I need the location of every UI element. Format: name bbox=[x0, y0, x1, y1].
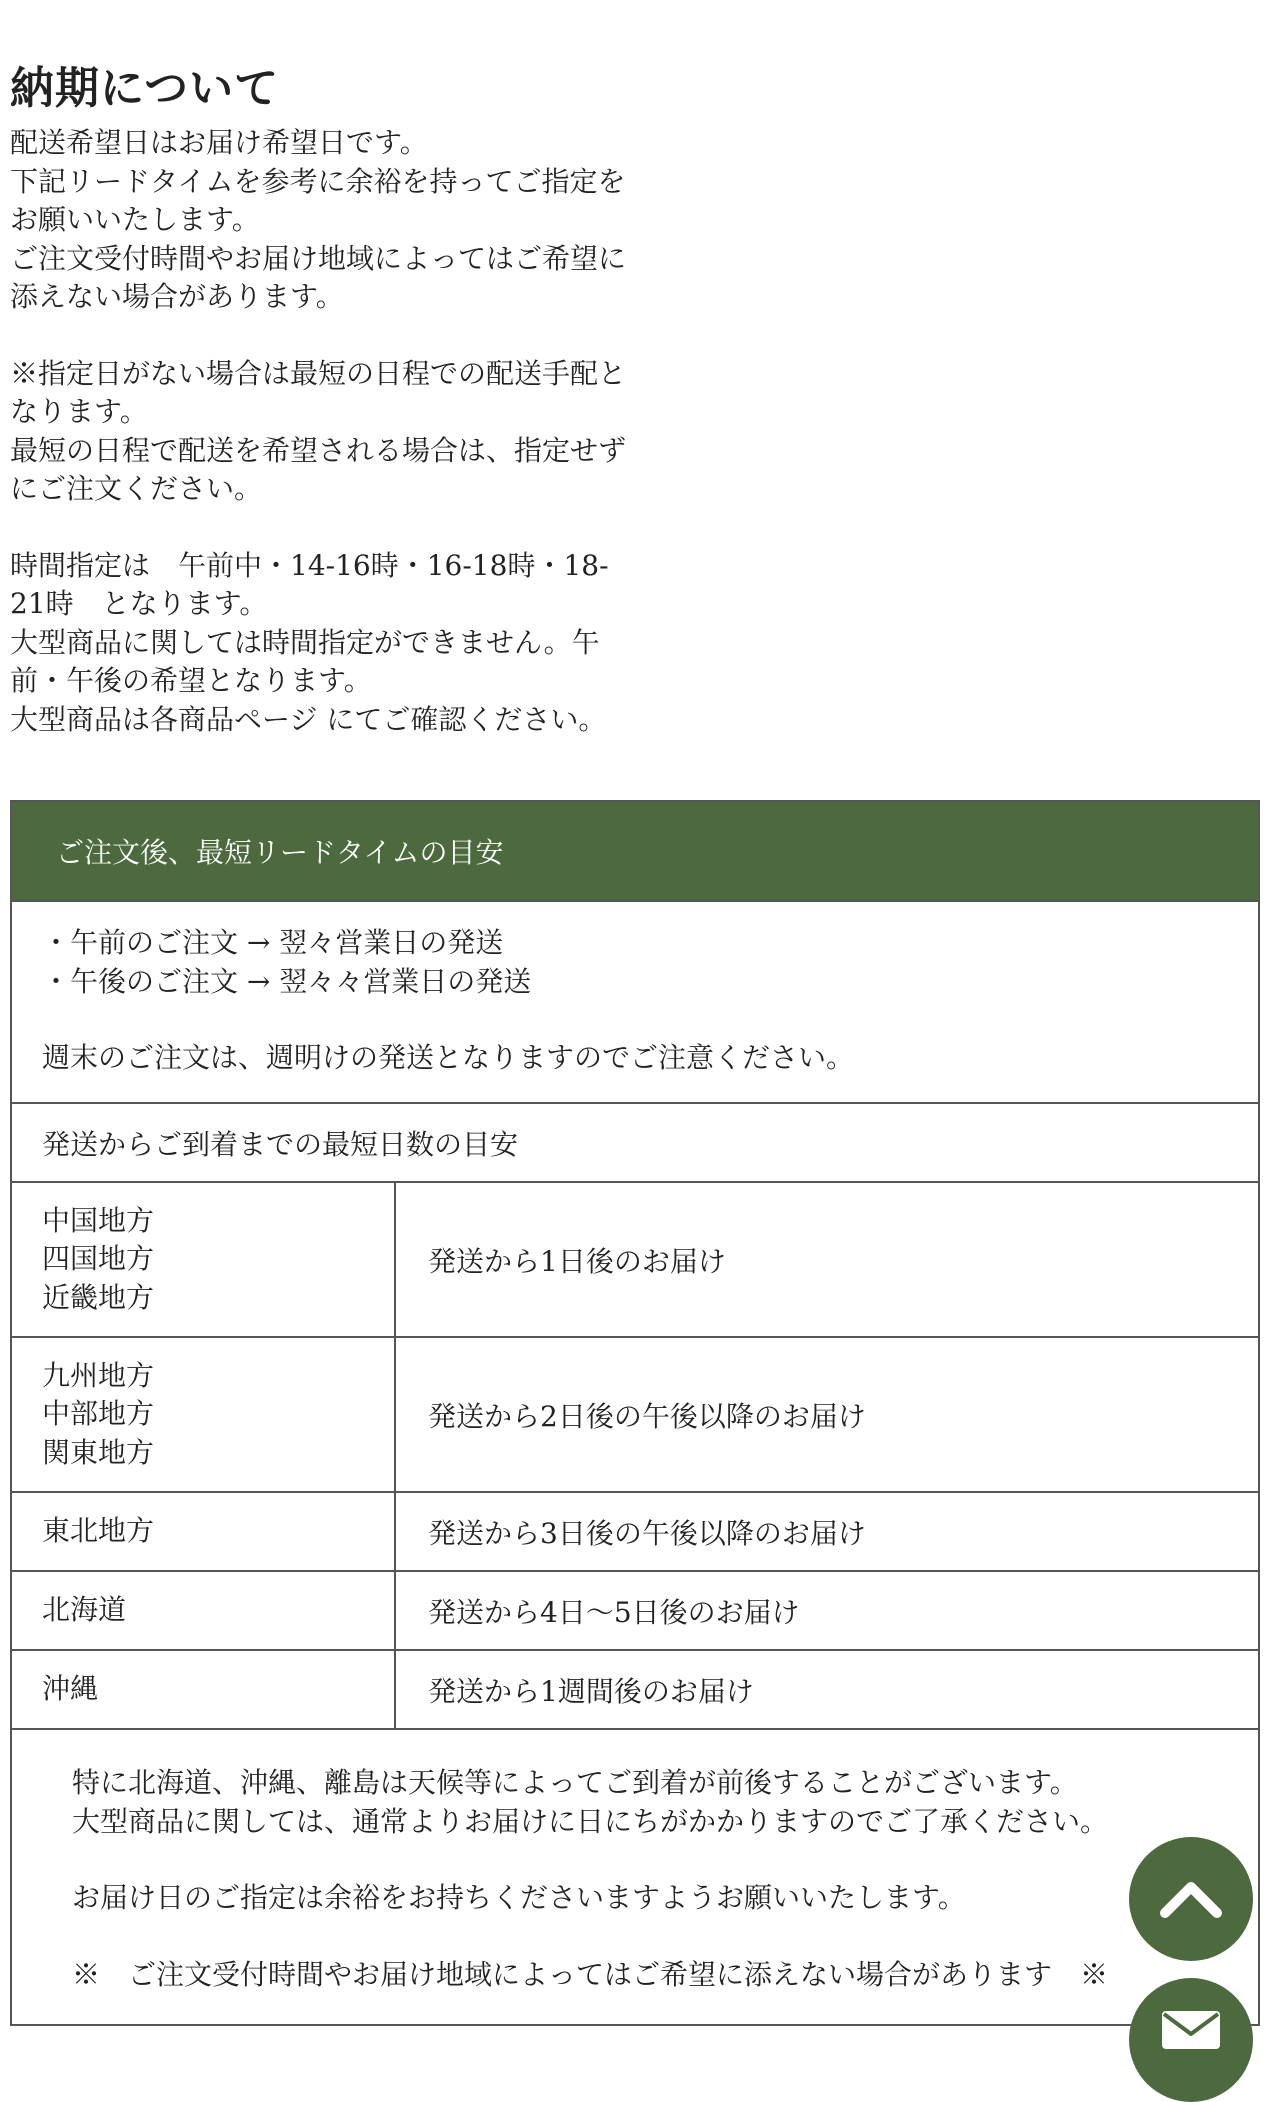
lead-time-header: ご注文後、最短リードタイムの目安 bbox=[12, 802, 1258, 900]
table-row bbox=[12, 1570, 1258, 1649]
intro-line: 21時 となります。 bbox=[10, 587, 268, 620]
region-name: 四国地方 bbox=[42, 1242, 155, 1276]
delivery-estimate: 発送から1日後のお届け bbox=[428, 1244, 726, 1278]
scroll-to-top-button[interactable] bbox=[1129, 1837, 1253, 1961]
delivery-notes bbox=[12, 1728, 1258, 2024]
region-name: 北海道 bbox=[42, 1593, 127, 1627]
table-row bbox=[12, 1491, 1258, 1570]
intro-paragraph-1 bbox=[10, 124, 690, 317]
intro-line: 添えない場合があります。 bbox=[10, 280, 344, 313]
intro-line: なります。 bbox=[10, 395, 148, 428]
region-name: 中国地方 bbox=[42, 1203, 155, 1237]
intro-line: にご注文ください。 bbox=[10, 472, 263, 505]
order-cutoff-info bbox=[12, 900, 1258, 1102]
large-item-note: 大型商品に関しては、通常よりお届けに日にちがかかりますのでご了承ください。 bbox=[72, 1804, 1109, 1838]
intro-line: 時間指定は 午前中・14-16時・16-18時・18- bbox=[10, 548, 609, 582]
intro-line: 大型商品に関しては時間指定ができません。午 bbox=[10, 625, 600, 659]
afternoon-order-rule: ・午後のご注文 → 翌々々営業日の発送 bbox=[42, 964, 532, 998]
region-cell bbox=[12, 1183, 396, 1336]
request-note: お届け日のご指定は余裕をお持ちくださいますようお願いいたします。 bbox=[72, 1881, 966, 1914]
intro-text bbox=[10, 124, 690, 777]
region-name: 沖縄 bbox=[42, 1672, 99, 1706]
region-cell bbox=[12, 1651, 396, 1728]
intro-line: 前・午後の希望となります。 bbox=[10, 664, 372, 697]
region-name: 九州地方 bbox=[42, 1358, 155, 1392]
intro-line: 配送希望日はお届け希望日です。 bbox=[10, 126, 428, 159]
table-row bbox=[12, 1181, 1258, 1336]
lead-time-table bbox=[10, 800, 1260, 2026]
region-cell bbox=[12, 1572, 396, 1649]
region-name: 中部地方 bbox=[42, 1397, 155, 1431]
disclaimer: ※ ご注文受付時間やお届け地域によってはご希望に添えない場合があります ※ bbox=[72, 1957, 1109, 1991]
page-title: 納期について bbox=[10, 63, 280, 114]
mail-icon bbox=[1159, 2008, 1223, 2052]
region-cell bbox=[12, 1493, 396, 1570]
contact-mail-button[interactable] bbox=[1129, 1978, 1253, 2102]
transit-days-title: 発送からご到着までの最短日数の目安 bbox=[12, 1102, 1258, 1181]
region-name: 近畿地方 bbox=[42, 1280, 155, 1314]
morning-order-rule: ・午前のご注文 → 翌々営業日の発送 bbox=[42, 926, 504, 959]
intro-paragraph-2 bbox=[10, 355, 690, 509]
weekend-note: 週末のご注文は、週明けの発送となりますのでご注意ください。 bbox=[42, 1041, 855, 1074]
region-name: 東北地方 bbox=[42, 1514, 155, 1548]
region-cell bbox=[12, 1338, 396, 1491]
delivery-estimate: 発送から2日後の午後以降のお届け bbox=[428, 1399, 866, 1433]
intro-line: ご注文受付時間やお届け地域によってはご希望に bbox=[10, 241, 627, 275]
intro-paragraph-3 bbox=[10, 547, 690, 740]
weather-note: 特に北海道、沖縄、離島は天候等によってご到着が前後することがございます。 bbox=[72, 1766, 1078, 1799]
table-row bbox=[12, 1649, 1258, 1728]
region-name: 関東地方 bbox=[42, 1435, 155, 1469]
delivery-estimate: 発送から3日後の午後以降のお届け bbox=[428, 1516, 866, 1550]
intro-line: 最短の日程で配送を希望される場合は、指定せず bbox=[10, 433, 627, 467]
intro-line: ※指定日がない場合は最短の日程での配送手配と bbox=[10, 356, 627, 390]
table-row bbox=[12, 1336, 1258, 1491]
intro-line: 下記リードタイムを参考に余裕を持ってご指定を bbox=[10, 164, 626, 198]
intro-line: お願いいたします。 bbox=[10, 203, 260, 236]
chevron-up-icon bbox=[1159, 1879, 1223, 1919]
delivery-estimate: 発送から1週間後のお届け bbox=[428, 1674, 754, 1708]
delivery-estimate: 発送から4日〜5日後のお届け bbox=[428, 1595, 800, 1629]
intro-line: 大型商品は各商品ページ にてご確認ください。 bbox=[10, 702, 607, 736]
